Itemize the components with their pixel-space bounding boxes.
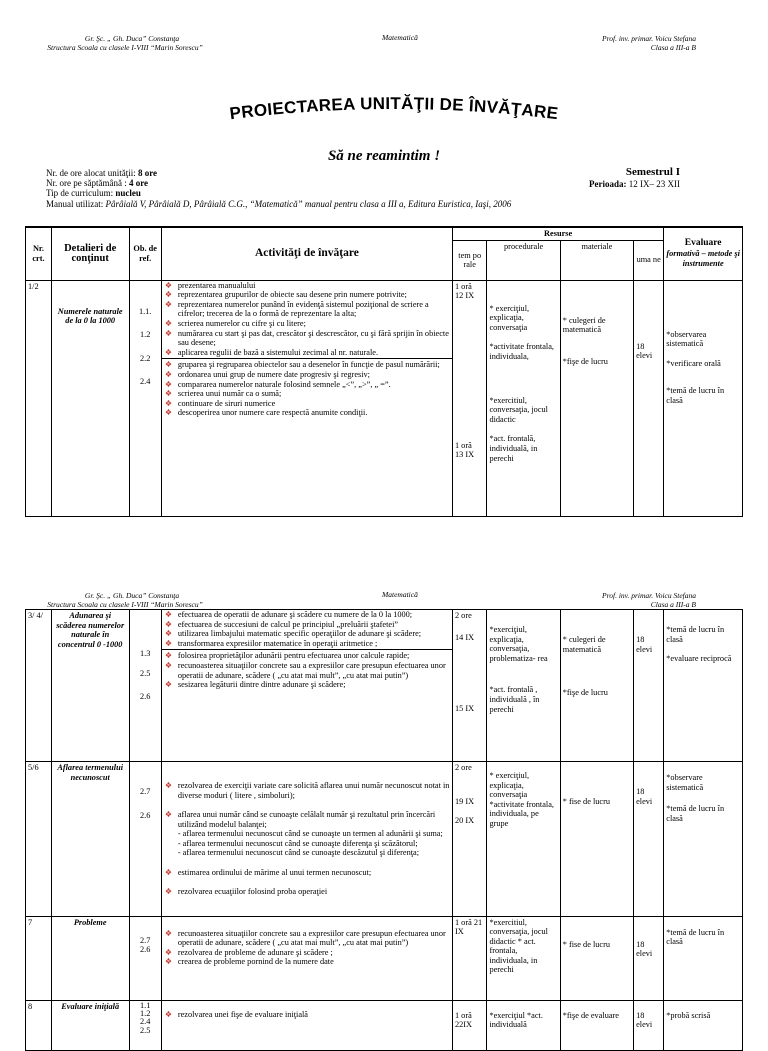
row4-activitati [161, 916, 452, 1000]
col-timp: tem po rale [452, 240, 487, 280]
list-item: ❖ numărarea cu start şi pas dat, crescător şi descrescător, cu şi fără sprijin în obiecte sau desene; [164, 329, 450, 348]
list-item: ❖ gruparea şi regruparea obiectelor sau a desenelor în funcţie de pasul numărării; [164, 360, 450, 370]
subject-header: Matematică [382, 33, 418, 42]
table-row [26, 280, 743, 516]
list-item: ❖ rezolvarea de exerciţii variate care solicită aflarea unui număr necunoscut notat in diverse moduri ( litere , simboluri); [164, 781, 450, 800]
ob-item: 2.2 [139, 353, 151, 363]
row5-activitati [161, 1000, 452, 1050]
table-row [26, 762, 743, 917]
list-item: ❖ transformarea expresiilor matematice în operaţii aritmetice ; [164, 639, 450, 649]
ev-2: *verificare orală [666, 358, 721, 368]
row5-timp [452, 1000, 487, 1050]
row1-nr: 1/2 [26, 280, 52, 516]
list-item: ❖ continuare de siruri numerice [164, 399, 450, 409]
row2-materiale [560, 610, 633, 762]
list-item: ❖ scrierea unui număr ca o sumă; [164, 389, 450, 399]
col-resurse: Resurse [452, 227, 663, 240]
list-item: ❖ folosirea proprietăţilor adunării pentru efectuarea unor calcule rapide; [164, 651, 450, 661]
list-item: ❖ compararea numerelor naturale folosind semnele „<”, „>”, „ =”. [164, 380, 450, 390]
time-3: 20 IX [454, 816, 475, 826]
umane-value: 18 elevi [636, 787, 653, 806]
row4-detalieri: Probleme [51, 916, 129, 1000]
planning-table-1 [25, 226, 743, 517]
list-item: ❖ descoperirea unor numere care respectă anumite condiţii. [164, 408, 450, 418]
list-item: ❖ aplicarea regulii de bază a sistemului zecimal al nr. naturale. [164, 348, 450, 358]
time-b: 1 oră 13 IX [454, 440, 475, 460]
row3-activitati [161, 762, 452, 917]
row3-detalieri: Aflarea termenului necunoscut [51, 762, 129, 917]
row5-evaluare [664, 1000, 743, 1050]
col-ob: Ob. de ref. [129, 227, 161, 280]
subtitle: Să ne reamintim ! [327, 148, 441, 164]
list-item: ❖ rezolvarea de probleme de adunare şi scădere ; [164, 948, 450, 958]
ob-item: 1.2 [139, 1008, 151, 1018]
umane-value: 18 elevi [636, 341, 653, 361]
row1-evaluare [664, 280, 743, 516]
mat-2: *fişe de lucru [562, 356, 608, 366]
row2-umane [634, 610, 664, 762]
ob-item: 1.1 [139, 1000, 151, 1010]
row1-procedurale [487, 280, 560, 516]
document-title [208, 88, 580, 128]
ev-1: *temă de lucru în clasă [666, 625, 725, 644]
evaluare-subtitle: formativă – metode şi instrumente [666, 249, 740, 268]
row3-umane [634, 762, 664, 917]
time-b: 15 IX [454, 704, 475, 714]
proc-b: *act. frontală , individuală , în perechi [489, 685, 540, 714]
school-header [47, 34, 212, 52]
list-item: ❖ rezolvarea unei fişe de evaluare iniţială [164, 1010, 450, 1020]
row3-procedurale [487, 762, 560, 917]
list-item: ❖ aflarea unui număr când se cunoaşte celălalt număr şi rezultatul prin încercări utilizând modelul balanţei; - aflarea termenului necunoscut când se cunoaşte un termen al adunării şi suma; - aflarea termenului necunoscut când se cunoaşte diferenţa şi scăzătorul; - aflarea termenului necunoscut când se cunoaşte descăzutul şi diferenţa; [164, 810, 450, 858]
row4-timp: 1 oră 21 IX [452, 916, 487, 1000]
row2-nr: 3/ 4/ [26, 610, 52, 762]
row1-activitati [161, 280, 452, 516]
row4-procedurale: *exercitiul, conversaţia, jocul didactic * act. frontala, individuala, in perechi [487, 916, 560, 1000]
ev-2: *evaluare reciprocă [666, 654, 732, 664]
row4-evaluare [664, 916, 743, 1000]
list-item: ❖ sesizarea legăturii dintre dintre adunare şi scădere; [164, 680, 450, 690]
ev: *temă de lucru în clasă [666, 927, 725, 947]
list-item: ❖ recunoasterea situaţiilor concrete sau a expresiilor care presupun efectuarea unor operatii de adunare, scădere ( „cu atat mai mult”, „cu atat mai putin”) [164, 661, 450, 680]
proc-a: *exerciţiul, explicaţia, conversaţia, problematiza- rea [489, 625, 548, 663]
ob-item: 1.1. [138, 306, 152, 316]
row4-nr: 7 [26, 916, 52, 1000]
ev: *probă scrisă [666, 1010, 711, 1020]
row1-umane [634, 280, 664, 516]
proc: *exerciţiul *act. individuală [489, 1010, 543, 1030]
umane-value: 18 elevi [636, 1010, 653, 1030]
ob-item: 2.7 [139, 787, 151, 796]
list-item: ❖ crearea de probleme pornind de la numere date [164, 957, 450, 967]
proc: * exerciţiul, explicaţia, conversaţia *activitate frontala, individuala, pe grupe [489, 771, 554, 828]
row5-ob [129, 1000, 161, 1050]
col-umane: uma ne [634, 240, 664, 280]
row1-timp [452, 280, 487, 516]
weekly-label: Nr. ore pe săptămână : [46, 178, 127, 189]
row1-ob [129, 280, 161, 516]
row4-materiale [560, 916, 633, 1000]
period-value: 12 IX– 23 XII [628, 179, 680, 189]
period-label: Perioada: [589, 179, 627, 189]
row4-umane [634, 916, 664, 1000]
class-name: Clasa a III-a B [650, 43, 696, 52]
ev-1: *observare sistematică [666, 773, 704, 792]
hours-label: Nr. de ore alocat unităţii: [46, 168, 136, 178]
time-a2: 14 IX [454, 632, 475, 642]
manual-label: Manual utilizat: [46, 198, 104, 209]
list-item: ❖ efectuarea de succesiuni de calcul pe principiul „preluării ştafetei” [164, 620, 450, 630]
col-detalieri: Detalieri de conţinut [51, 227, 129, 280]
row5-umane [634, 1000, 664, 1050]
table-row [26, 916, 743, 1000]
ob-item: 2.5 [139, 1025, 151, 1035]
teacher-name: Prof. inv. primar. Voicu Stefana [602, 34, 696, 43]
table-row [26, 1000, 743, 1050]
semester-block [589, 166, 680, 189]
time-1: 2 ore [454, 763, 472, 772]
row5-procedurale [487, 1000, 560, 1050]
semester-title: Semestrul I [625, 166, 680, 178]
proc-a1: * exerciţiul, explicaţia, conversaţia [489, 303, 530, 332]
list-item: ❖ utilizarea limbajului matematic specific operaţiilor de adunare şi scădere; [164, 629, 450, 639]
manual-value: Pârâială V, Pârâială D, Pârâială C.G., “Matematică” manual pentru clasa a III a, Editura Euristica, Iaşi, 2006 [105, 198, 512, 209]
ob-item: 2.6 [139, 945, 151, 955]
teacher-header [574, 34, 696, 52]
ob-item: 2.6 [139, 810, 151, 820]
list-item: ❖ recunoasterea situaţiilor concrete sau a expresiilor care presupun efectuarea unor operatii de adunare, scădere ( „cu atat mai mult”, „cu atat mai putin”) [164, 929, 450, 948]
col-procedurale: procedurale [487, 240, 560, 280]
row3-ob [129, 762, 161, 917]
mat: * fise de lucru [562, 797, 610, 806]
col-materiale: materiale [560, 240, 633, 280]
mat-a: * culegeri de matematică [562, 635, 606, 654]
mat-1: * culegeri de matematică [562, 315, 606, 335]
ob-item: 1.3 [139, 649, 151, 658]
school-header-2 [47, 591, 212, 609]
proc-b1: *exercitiul, conversaţia, jocul didactic [489, 395, 548, 424]
row2-procedurale [487, 610, 560, 762]
list-item: ❖ ordonarea unui grup de numere date progresiv şi regresiv; [164, 370, 450, 380]
row3-timp [452, 762, 487, 917]
row2-ob [129, 610, 161, 762]
row2-evaluare [664, 610, 743, 762]
school-structure: Structura Scoala cu clasele I-VIII “Marin Sorescu” [47, 600, 203, 609]
ob-item: 2.5 [139, 668, 151, 678]
ob-item: 1.2 [139, 330, 151, 340]
list-item: ❖ reprezentarea numerelor punând în evidenţă sistemul poziţional de scriere a cifrelor; trecerea de la o formă de reprezentare la alta; [164, 300, 450, 319]
teacher-header-2 [574, 591, 696, 609]
title-text: PROIECTAREA UNITĂŢII DE ÎNVĂŢARE [228, 93, 560, 124]
time-2: 19 IX [454, 796, 475, 806]
row2-activitati [161, 610, 452, 762]
row3-evaluare [664, 762, 743, 917]
svg-text:PROIECTAREA UNITĂŢII DE ÎNVĂŢ [229, 94, 560, 123]
list-item: ❖ rezolvarea ecuaţiilor folosind proba operaţiei [164, 887, 450, 897]
time-a1: 2 ore [454, 611, 472, 620]
school-structure: Structura Scoala cu clasele I-VIII “Marin Sorescu” [47, 43, 203, 52]
ob-item: 2.4 [139, 377, 151, 387]
col-nr: Nr. crt. [26, 227, 52, 280]
curriculum-label: Tip de curriculum: [46, 188, 114, 199]
evaluare-title: Evaluare [684, 238, 722, 249]
mat-b: *fişe de lucru [562, 688, 608, 698]
ev-3: *temă de lucru în clasă [666, 386, 725, 405]
class-name: Clasa a III-a B [650, 600, 696, 609]
school-name: Gr. Şc. „ Gh. Duca” Constanţa [84, 591, 180, 600]
row2-detalieri: Adunarea şi scăderea numerelor naturale în concentrul 0 -1000 [51, 610, 129, 762]
row1-detalieri: Numerele naturale de la 0 la 1000 [51, 280, 129, 516]
row2-timp [452, 610, 487, 762]
col-activitati: Activităţi de învăţare [161, 227, 452, 280]
row1-materiale [560, 280, 633, 516]
mat: *fişe de evaluare [562, 1010, 619, 1020]
planning-table-2 [25, 609, 743, 1051]
umane-value: 18 elevi [636, 939, 653, 959]
ev-1: *observarea sistematică [666, 329, 707, 349]
curriculum-value: nucleu [115, 188, 141, 199]
mat: * fise de lucru [562, 939, 610, 949]
table-row [26, 610, 743, 762]
subject-header-2: Matematică [382, 590, 418, 599]
list-item: ❖ estimarea ordinului de mărime al unui termen necunoscut; [164, 868, 450, 878]
umane-value: 18 elevi [636, 635, 653, 654]
ob-item: 2.7 [139, 935, 151, 945]
ob-item: 2.4 [139, 1017, 151, 1027]
hours-value: 8 ore [137, 168, 158, 178]
list-item: ❖ efectuarea de operatii de adunare şi scădere cu numere de la 0 la 1000; [164, 610, 450, 620]
row4-ob [129, 916, 161, 1000]
teacher-name: Prof. inv. primar. Voicu Stefana [602, 591, 696, 600]
list-item: ❖ scrierea numerelor cu cifre şi cu litere; [164, 319, 450, 329]
ob-item: 2.6 [139, 692, 151, 702]
list-item: ❖ reprezentarea grupurilor de obiecte sau desene prin numere potrivite; [164, 290, 450, 300]
time: 1 oră 22IX [454, 1010, 473, 1030]
col-evaluare [664, 227, 743, 280]
proc-b2: *act. frontală, individuală, in perechi [489, 434, 538, 463]
row5-detalieri: Evaluare iniţială [51, 1000, 129, 1050]
row5-nr: 8 [26, 1000, 52, 1050]
row3-materiale [560, 762, 633, 917]
school-name: Gr. Şc. „ Gh. Duca” Constanţa [84, 34, 180, 43]
time-a: 1 oră 12 IX [454, 281, 475, 301]
row3-nr: 5/6 [26, 762, 52, 917]
proc-a2: *activitate frontala, individuala, [489, 342, 554, 361]
weekly-value: 4 ore [128, 178, 149, 189]
unit-meta [46, 168, 511, 209]
ev-2: *temă de lucru în clasă [666, 804, 725, 823]
row5-materiale [560, 1000, 633, 1050]
list-item: ❖ prezentarea manualului [164, 281, 450, 291]
